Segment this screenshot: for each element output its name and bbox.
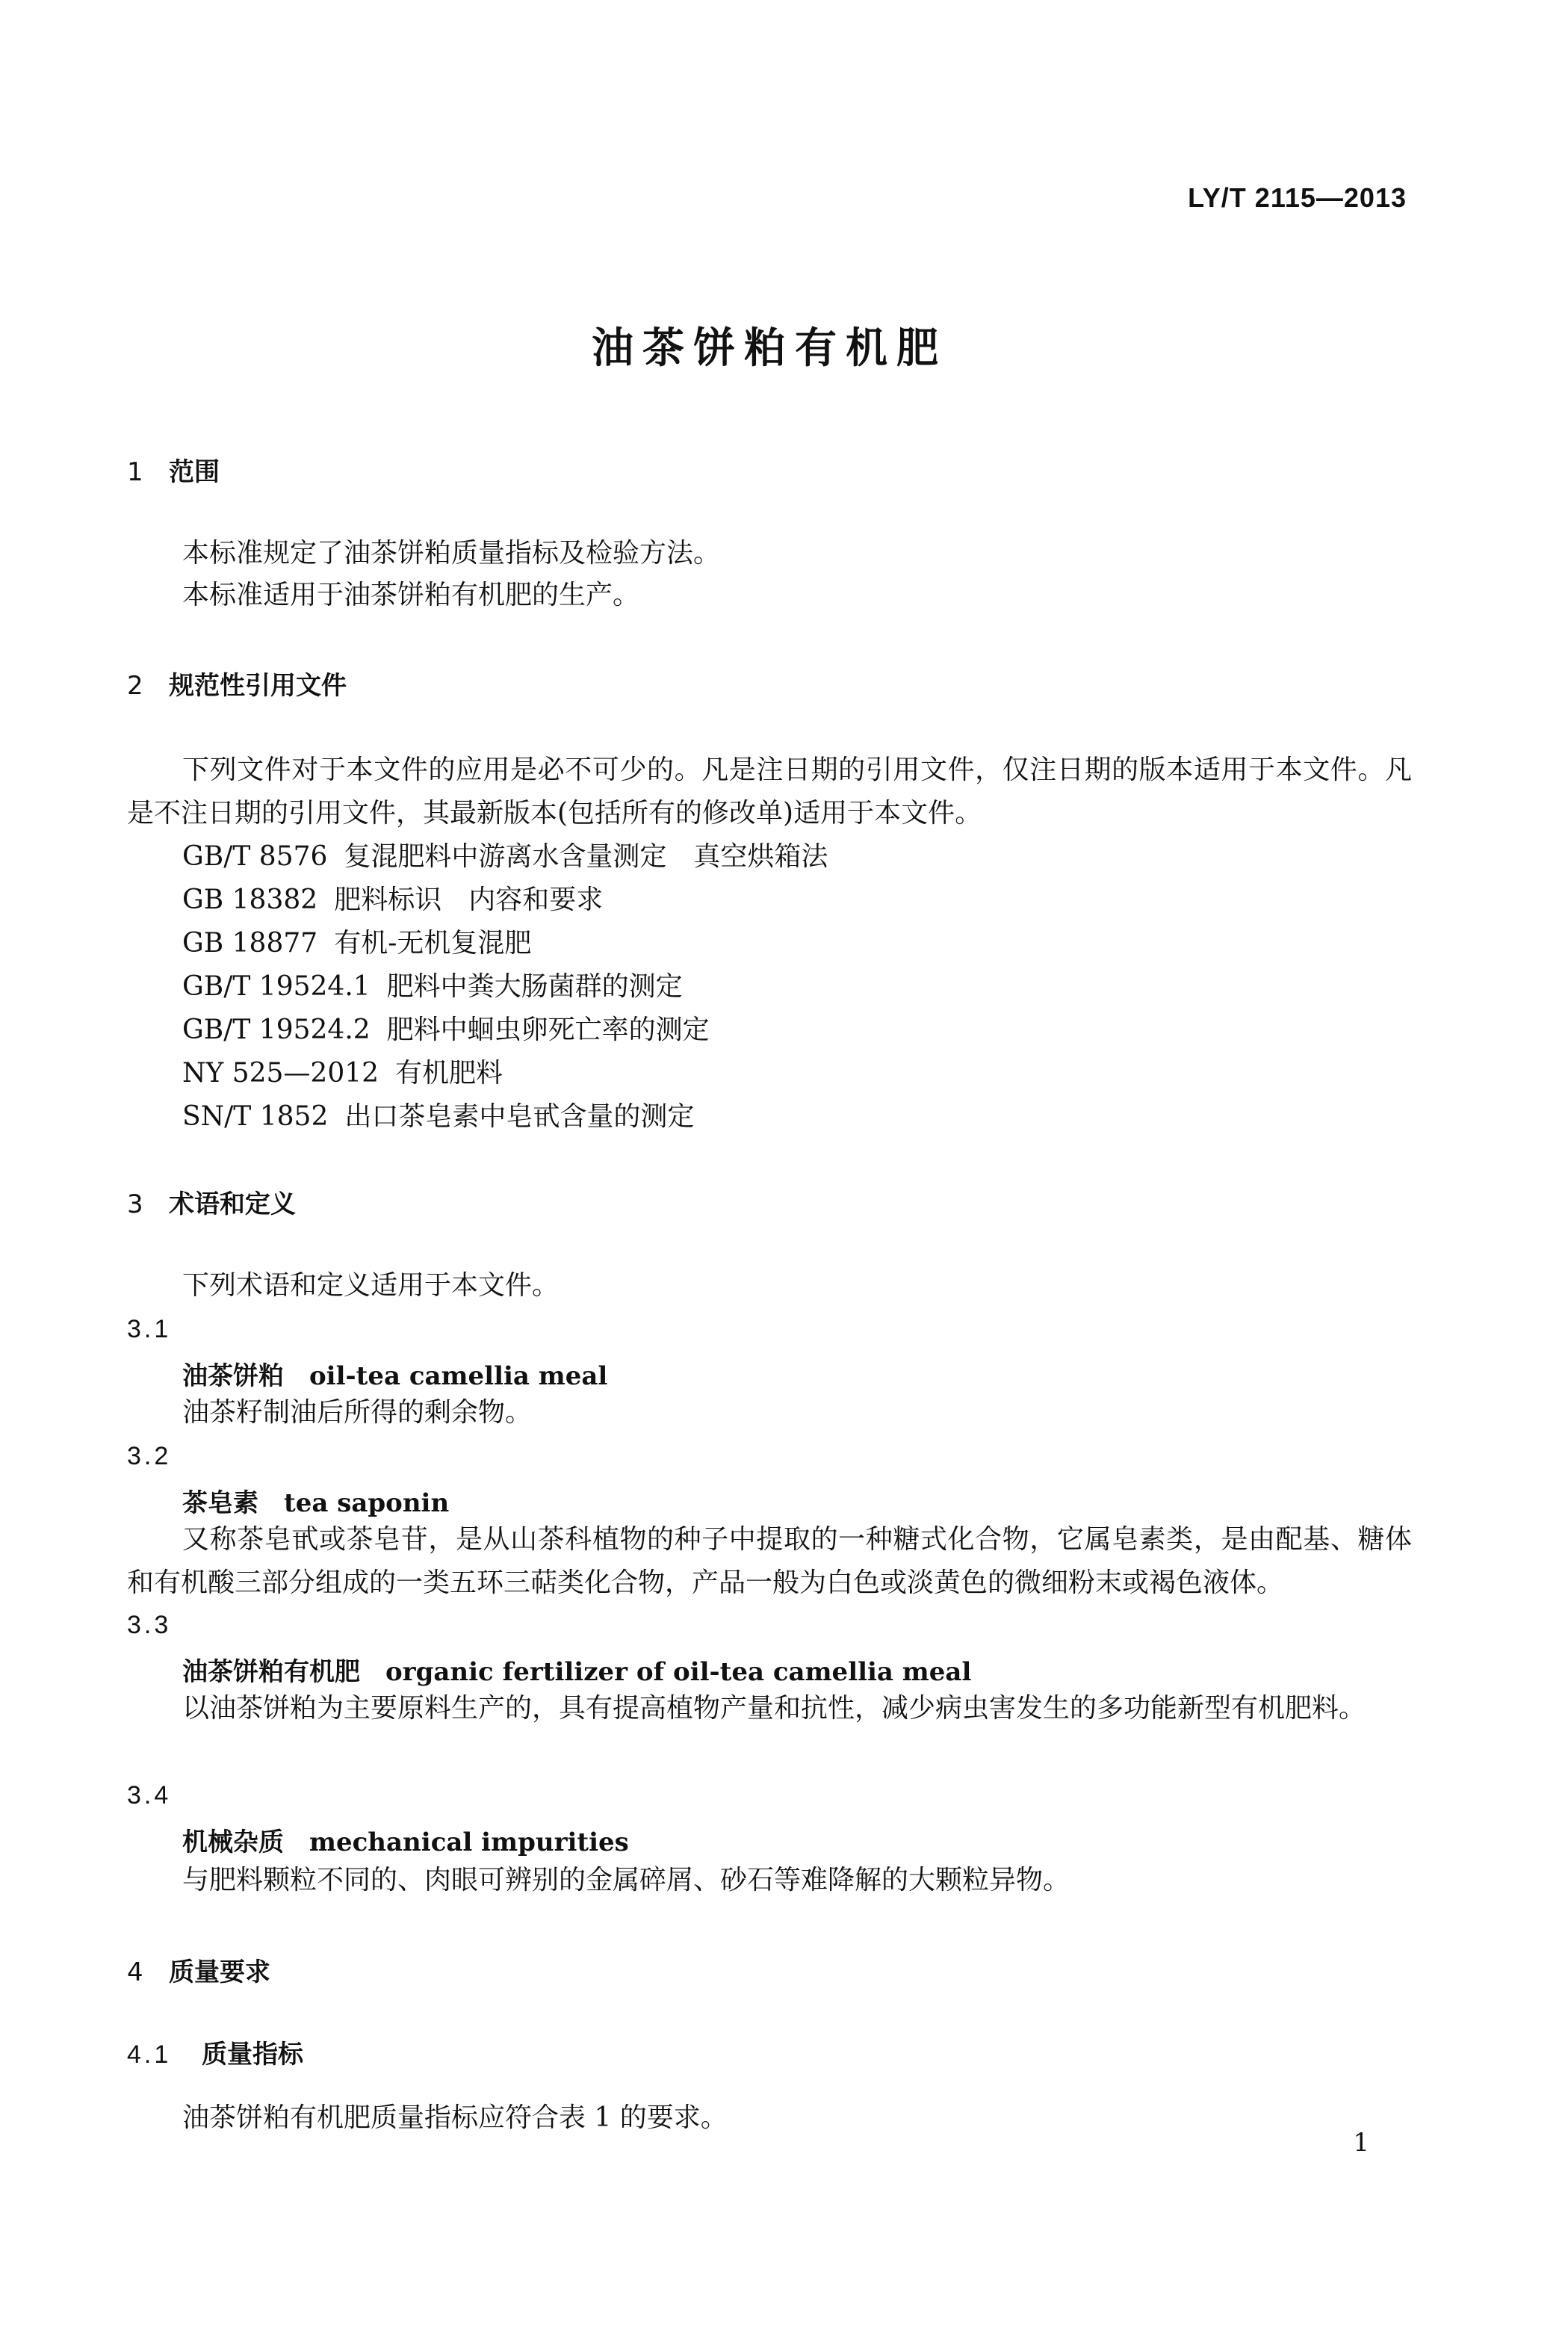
document-title: 油茶饼粕有机肥 — [592, 324, 947, 373]
term-heading — [182, 1821, 629, 1858]
term-definition: 与肥料颗粒不同的、肉眼可辨别的金属碎屑、砂石等难降解的大颗粒异物。 — [182, 1865, 1070, 1895]
reference-item — [182, 1095, 694, 1139]
reference-code: GB/T 8576 — [182, 841, 328, 872]
reference-item — [182, 965, 683, 1009]
section-1-heading — [127, 451, 220, 488]
reference-code: NY 525—2012 — [182, 1058, 379, 1089]
paragraph: 下列术语和定义适用于本文件。 — [182, 1270, 560, 1301]
term-number: 3.3 — [127, 1611, 172, 1639]
term-zh: 油茶饼粕 — [182, 1361, 284, 1391]
term-number: 3.4 — [127, 1781, 172, 1810]
reference-item — [182, 1009, 710, 1052]
paragraph: 本标准适用于油茶饼粕有机肥的生产。 — [182, 580, 640, 610]
section-number: 4 — [127, 1957, 143, 1987]
reference-title: 有机-无机复混肥 — [334, 928, 532, 959]
subsection-number: 4.1 — [127, 2040, 172, 2069]
reference-code: SN/T 1852 — [182, 1101, 329, 1132]
reference-code: GB/T 19524.1 — [182, 971, 371, 1002]
reference-item — [182, 879, 603, 922]
paragraph: 本标准规定了油茶饼粕质量指标及检验方法。 — [182, 538, 721, 569]
reference-item — [182, 1052, 503, 1095]
reference-title: 出口茶皂素中皂甙含量的测定 — [344, 1101, 695, 1132]
section-number: 1 — [127, 457, 143, 487]
term-en: organic fertilizer of oil-tea camellia meal — [385, 1657, 972, 1687]
subsection-title: 质量指标 — [202, 2040, 303, 2070]
reference-title: 有机肥料 — [395, 1058, 503, 1089]
section-title: 质量要求 — [169, 1957, 270, 1987]
paragraph: 下列文件对于本文件的应用是必不可少的。凡是注日期的引用文件，仅注日期的版本适用于本文件。凡是不注日期的引用文件，其最新版本(包括所有的修改单)适用于本文件。 — [127, 755, 1412, 829]
reference-title: 肥料中蛔虫卵死亡率的测定 — [386, 1015, 710, 1045]
term-definition: 以油茶饼粕为主要原料生产的，具有提高植物产量和抗性，减少病虫害发生的多功能新型有机肥料。 — [182, 1693, 1366, 1724]
term-zh: 机械杂质 — [182, 1827, 284, 1857]
term-number: 3.1 — [127, 1315, 172, 1343]
standard-code: LY/T 2115—2013 — [1188, 182, 1407, 213]
reference-title: 复混肥料中游离水含量测定 真空烘箱法 — [344, 841, 828, 872]
section-4-heading — [127, 1951, 270, 1988]
term-definition: 油茶籽制油后所得的剩余物。 — [182, 1397, 533, 1428]
section-title: 范围 — [169, 457, 220, 487]
reference-title: 肥料中粪大肠菌群的测定 — [386, 971, 683, 1002]
term-zh: 油茶饼粕有机肥 — [182, 1657, 360, 1687]
section-2-heading — [127, 665, 347, 702]
section-number: 3 — [127, 1189, 143, 1219]
term-zh: 茶皂素 — [182, 1488, 258, 1518]
section-title: 术语和定义 — [169, 1189, 296, 1219]
paragraph: 油茶饼粕有机肥质量指标应符合表 1 的要求。 — [182, 2102, 728, 2133]
reference-code: GB 18877 — [182, 928, 318, 959]
term-definition: 又称茶皂甙或茶皂苷，是从山茶科植物的种子中提取的一种糖式化合物，它属皂素类，是由配基、糖体和有机酸三部分组成的一类五环三萜类化合物，产品一般为白色或淡黄色的微细粉末或褐色液体。 — [127, 1524, 1412, 1598]
reference-item — [182, 835, 828, 879]
reference-title: 肥料标识 内容和要求 — [334, 885, 604, 915]
term-number: 3.2 — [127, 1442, 172, 1470]
reference-code: GB 18382 — [182, 885, 318, 915]
reference-code: GB/T 19524.2 — [182, 1015, 371, 1045]
term-en: oil-tea camellia meal — [309, 1361, 608, 1391]
reference-item — [182, 922, 531, 965]
term-heading — [182, 1651, 971, 1688]
section-number: 2 — [127, 671, 143, 701]
term-heading — [182, 1355, 607, 1392]
section-title: 规范性引用文件 — [169, 671, 347, 701]
term-en: tea saponin — [284, 1488, 450, 1518]
section-3-heading — [127, 1183, 296, 1220]
term-en: mechanical impurities — [309, 1827, 629, 1857]
term-heading — [182, 1482, 449, 1519]
subsection-4-1-heading — [127, 2034, 303, 2070]
page-number: 1 — [1353, 2128, 1369, 2158]
